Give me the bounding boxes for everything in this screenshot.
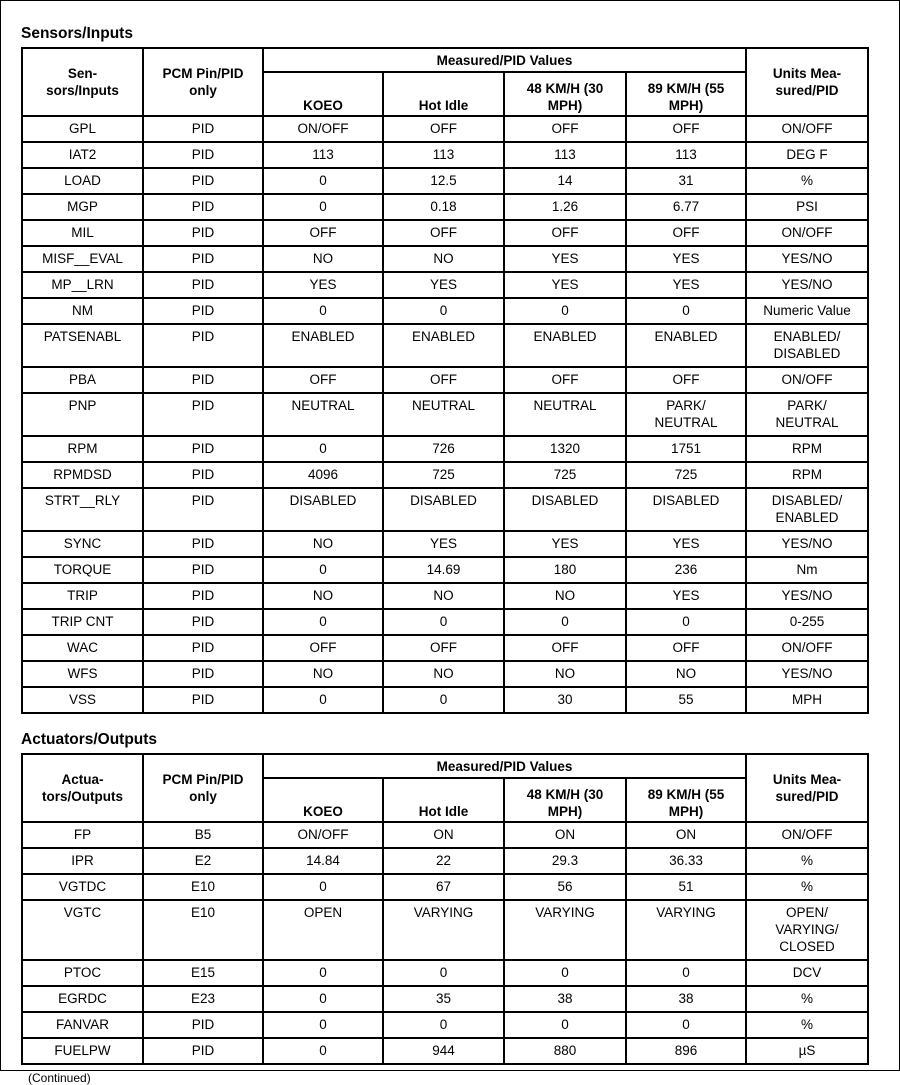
header-hot-idle: Hot Idle xyxy=(383,778,504,822)
cell-89kmh: ON xyxy=(626,822,746,848)
cell-hot-idle: YES xyxy=(383,531,504,557)
table-row xyxy=(22,687,868,713)
cell-koeo: NO xyxy=(263,531,383,557)
cell-units: DISABLED/ ENABLED xyxy=(746,488,868,531)
table-row xyxy=(22,583,868,609)
cell-hot-idle: 14.69 xyxy=(383,557,504,583)
table-row xyxy=(22,367,868,393)
cell-hot-idle: NO xyxy=(383,583,504,609)
cell-89kmh: OFF xyxy=(626,116,746,142)
cell-89kmh: 236 xyxy=(626,557,746,583)
cell-pcm-pin: PID xyxy=(143,324,263,367)
cell-name: NM xyxy=(22,298,143,324)
cell-89kmh: 113 xyxy=(626,142,746,168)
cell-name: IPR xyxy=(22,848,143,874)
cell-hot-idle: OFF xyxy=(383,367,504,393)
cell-89kmh: YES xyxy=(626,272,746,298)
table-row xyxy=(22,462,868,488)
cell-hot-idle: 726 xyxy=(383,436,504,462)
cell-89kmh: 31 xyxy=(626,168,746,194)
cell-units: YES/NO xyxy=(746,661,868,687)
cell-koeo: OFF xyxy=(263,367,383,393)
cell-name: WAC xyxy=(22,635,143,661)
cell-48kmh: NO xyxy=(504,661,626,687)
cell-89kmh: 36.33 xyxy=(626,848,746,874)
table-row xyxy=(22,557,868,583)
cell-hot-idle: VARYING xyxy=(383,900,504,960)
table-row xyxy=(22,609,868,635)
cell-pcm-pin: PID xyxy=(143,436,263,462)
cell-hot-idle: 0 xyxy=(383,960,504,986)
table-row xyxy=(22,393,868,436)
cell-koeo: ON/OFF xyxy=(263,116,383,142)
header-actuators-outputs: Actua- tors/Outputs xyxy=(22,754,143,822)
cell-units: DCV xyxy=(746,960,868,986)
cell-hot-idle: NO xyxy=(383,246,504,272)
header-48kmh: 48 KM/H (30 MPH) xyxy=(504,72,626,116)
cell-hot-idle: 12.5 xyxy=(383,168,504,194)
cell-48kmh: 30 xyxy=(504,687,626,713)
page xyxy=(21,1,867,1085)
cell-48kmh: 14 xyxy=(504,168,626,194)
table-row xyxy=(22,168,868,194)
cell-name: MP__LRN xyxy=(22,272,143,298)
table-row xyxy=(22,848,868,874)
cell-units: 0-255 xyxy=(746,609,868,635)
cell-pcm-pin: PID xyxy=(143,462,263,488)
cell-name: LOAD xyxy=(22,168,143,194)
cell-pcm-pin: PID xyxy=(143,246,263,272)
cell-koeo: 0 xyxy=(263,986,383,1012)
cell-hot-idle: 0.18 xyxy=(383,194,504,220)
cell-name: MGP xyxy=(22,194,143,220)
cell-units: YES/NO xyxy=(746,272,868,298)
cell-name: TORQUE xyxy=(22,557,143,583)
cell-48kmh: 180 xyxy=(504,557,626,583)
cell-pcm-pin: PID xyxy=(143,1038,263,1064)
cell-name: EGRDC xyxy=(22,986,143,1012)
cell-hot-idle: 0 xyxy=(383,609,504,635)
cell-koeo: ENABLED xyxy=(263,324,383,367)
header-measured-values: Measured/PID Values xyxy=(263,48,746,72)
cell-units: µS xyxy=(746,1038,868,1064)
header-sensors-inputs: Sen- sors/Inputs xyxy=(22,48,143,116)
cell-name: IAT2 xyxy=(22,142,143,168)
cell-89kmh: 725 xyxy=(626,462,746,488)
cell-48kmh: 56 xyxy=(504,874,626,900)
cell-pcm-pin: PID xyxy=(143,687,263,713)
cell-48kmh: 29.3 xyxy=(504,848,626,874)
continued-note: (Continued) xyxy=(28,1071,91,1085)
cell-units: MPH xyxy=(746,687,868,713)
cell-koeo: 0 xyxy=(263,960,383,986)
cell-89kmh: 1751 xyxy=(626,436,746,462)
cell-48kmh: 1.26 xyxy=(504,194,626,220)
cell-89kmh: ENABLED xyxy=(626,324,746,367)
cell-pcm-pin: PID xyxy=(143,272,263,298)
cell-48kmh: 725 xyxy=(504,462,626,488)
cell-name: MISF__EVAL xyxy=(22,246,143,272)
cell-units: ON/OFF xyxy=(746,116,868,142)
cell-89kmh: 0 xyxy=(626,609,746,635)
cell-hot-idle: 35 xyxy=(383,986,504,1012)
cell-48kmh: 113 xyxy=(504,142,626,168)
cell-koeo: ON/OFF xyxy=(263,822,383,848)
cell-units: RPM xyxy=(746,462,868,488)
cell-koeo: 0 xyxy=(263,194,383,220)
cell-koeo: 0 xyxy=(263,557,383,583)
cell-name: GPL xyxy=(22,116,143,142)
table-row xyxy=(22,142,868,168)
cell-units: ON/OFF xyxy=(746,220,868,246)
cell-name: RPMDSD xyxy=(22,462,143,488)
cell-48kmh: OFF xyxy=(504,220,626,246)
cell-units: OPEN/ VARYING/ CLOSED xyxy=(746,900,868,960)
cell-89kmh: NO xyxy=(626,661,746,687)
cell-89kmh: 6.77 xyxy=(626,194,746,220)
cell-name: STRT__RLY xyxy=(22,488,143,531)
cell-pcm-pin: PID xyxy=(143,609,263,635)
cell-units: RPM xyxy=(746,436,868,462)
cell-48kmh: YES xyxy=(504,531,626,557)
cell-pcm-pin: PID xyxy=(143,1012,263,1038)
cell-pcm-pin: PID xyxy=(143,142,263,168)
cell-units: % xyxy=(746,168,868,194)
cell-koeo: OFF xyxy=(263,220,383,246)
cell-pcm-pin: E10 xyxy=(143,874,263,900)
cell-pcm-pin: PID xyxy=(143,367,263,393)
cell-pcm-pin: PID xyxy=(143,116,263,142)
cell-koeo: 0 xyxy=(263,609,383,635)
cell-48kmh: 0 xyxy=(504,609,626,635)
cell-hot-idle: NO xyxy=(383,661,504,687)
cell-hot-idle: 0 xyxy=(383,687,504,713)
cell-48kmh: 0 xyxy=(504,960,626,986)
cell-pcm-pin: PID xyxy=(143,635,263,661)
cell-koeo: 0 xyxy=(263,1038,383,1064)
header-koeo: KOEO xyxy=(263,72,383,116)
cell-89kmh: 896 xyxy=(626,1038,746,1064)
cell-koeo: NEUTRAL xyxy=(263,393,383,436)
cell-pcm-pin: E10 xyxy=(143,900,263,960)
cell-koeo: NO xyxy=(263,583,383,609)
table-row xyxy=(22,900,868,960)
actuators-body xyxy=(22,822,868,1064)
cell-hot-idle: 0 xyxy=(383,1012,504,1038)
table-row xyxy=(22,436,868,462)
cell-89kmh: VARYING xyxy=(626,900,746,960)
cell-48kmh: YES xyxy=(504,246,626,272)
cell-koeo: 0 xyxy=(263,168,383,194)
header-pcm-pin: PCM Pin/PID only xyxy=(143,754,263,822)
cell-48kmh: ENABLED xyxy=(504,324,626,367)
cell-units: DEG F xyxy=(746,142,868,168)
cell-89kmh: OFF xyxy=(626,367,746,393)
cell-units: % xyxy=(746,1012,868,1038)
cell-name: FUELPW xyxy=(22,1038,143,1064)
cell-units: ON/OFF xyxy=(746,367,868,393)
cell-units: Numeric Value xyxy=(746,298,868,324)
cell-hot-idle: OFF xyxy=(383,635,504,661)
cell-koeo: OFF xyxy=(263,635,383,661)
table-row xyxy=(22,194,868,220)
cell-units: YES/NO xyxy=(746,246,868,272)
table-row xyxy=(22,246,868,272)
cell-hot-idle: 725 xyxy=(383,462,504,488)
cell-pcm-pin: PID xyxy=(143,393,263,436)
cell-pcm-pin: PID xyxy=(143,194,263,220)
cell-48kmh: YES xyxy=(504,272,626,298)
cell-89kmh: 0 xyxy=(626,960,746,986)
cell-pcm-pin: E15 xyxy=(143,960,263,986)
cell-89kmh: OFF xyxy=(626,635,746,661)
table-row xyxy=(22,1038,868,1064)
cell-48kmh: ON xyxy=(504,822,626,848)
cell-89kmh: 51 xyxy=(626,874,746,900)
cell-koeo: 0 xyxy=(263,1012,383,1038)
cell-hot-idle: 0 xyxy=(383,298,504,324)
header-koeo: KOEO xyxy=(263,778,383,822)
cell-hot-idle: OFF xyxy=(383,220,504,246)
cell-name: TRIP xyxy=(22,583,143,609)
header-48kmh: 48 KM/H (30 MPH) xyxy=(504,778,626,822)
cell-koeo: YES xyxy=(263,272,383,298)
cell-89kmh: YES xyxy=(626,531,746,557)
cell-name: PNP xyxy=(22,393,143,436)
cell-hot-idle: 944 xyxy=(383,1038,504,1064)
cell-pcm-pin: PID xyxy=(143,661,263,687)
cell-name: MIL xyxy=(22,220,143,246)
cell-pcm-pin: PID xyxy=(143,488,263,531)
header-hot-idle: Hot Idle xyxy=(383,72,504,116)
cell-hot-idle: 22 xyxy=(383,848,504,874)
header-measured-values: Measured/PID Values xyxy=(263,754,746,778)
cell-koeo: OPEN xyxy=(263,900,383,960)
table-row xyxy=(22,661,868,687)
cell-hot-idle: 113 xyxy=(383,142,504,168)
cell-pcm-pin: PID xyxy=(143,531,263,557)
actuators-table xyxy=(21,753,869,1065)
cell-koeo: 0 xyxy=(263,298,383,324)
cell-48kmh: OFF xyxy=(504,367,626,393)
section-title-sensors: Sensors/Inputs xyxy=(21,25,133,42)
cell-units: PARK/ NEUTRAL xyxy=(746,393,868,436)
cell-48kmh: 880 xyxy=(504,1038,626,1064)
cell-name: PBA xyxy=(22,367,143,393)
header-pcm-pin: PCM Pin/PID only xyxy=(143,48,263,116)
cell-units: % xyxy=(746,848,868,874)
cell-name: TRIP CNT xyxy=(22,609,143,635)
cell-koeo: 0 xyxy=(263,874,383,900)
sensors-table xyxy=(21,47,869,714)
table-row xyxy=(22,298,868,324)
table-row xyxy=(22,635,868,661)
cell-48kmh: OFF xyxy=(504,116,626,142)
table-row xyxy=(22,986,868,1012)
cell-hot-idle: 67 xyxy=(383,874,504,900)
cell-koeo: 4096 xyxy=(263,462,383,488)
cell-name: VGTC xyxy=(22,900,143,960)
cell-koeo: 113 xyxy=(263,142,383,168)
cell-89kmh: OFF xyxy=(626,220,746,246)
cell-hot-idle: OFF xyxy=(383,116,504,142)
cell-name: SYNC xyxy=(22,531,143,557)
table-row xyxy=(22,531,868,557)
cell-pcm-pin: E2 xyxy=(143,848,263,874)
cell-units: % xyxy=(746,874,868,900)
table-row xyxy=(22,220,868,246)
cell-hot-idle: ON xyxy=(383,822,504,848)
cell-units: ENABLED/ DISABLED xyxy=(746,324,868,367)
table-row xyxy=(22,324,868,367)
cell-units: ON/OFF xyxy=(746,822,868,848)
cell-48kmh: 38 xyxy=(504,986,626,1012)
table-row xyxy=(22,272,868,298)
cell-units: ON/OFF xyxy=(746,635,868,661)
cell-48kmh: NEUTRAL xyxy=(504,393,626,436)
cell-89kmh: PARK/ NEUTRAL xyxy=(626,393,746,436)
cell-name: FP xyxy=(22,822,143,848)
cell-koeo: 14.84 xyxy=(263,848,383,874)
cell-units: PSI xyxy=(746,194,868,220)
cell-hot-idle: ENABLED xyxy=(383,324,504,367)
cell-name: FANVAR xyxy=(22,1012,143,1038)
table-row xyxy=(22,960,868,986)
table-row xyxy=(22,488,868,531)
cell-hot-idle: DISABLED xyxy=(383,488,504,531)
cell-units: YES/NO xyxy=(746,583,868,609)
table-row xyxy=(22,822,868,848)
cell-koeo: 0 xyxy=(263,687,383,713)
cell-name: VGTDC xyxy=(22,874,143,900)
table-row xyxy=(22,874,868,900)
cell-name: PATSENABL xyxy=(22,324,143,367)
cell-hot-idle: NEUTRAL xyxy=(383,393,504,436)
cell-89kmh: 55 xyxy=(626,687,746,713)
cell-48kmh: VARYING xyxy=(504,900,626,960)
cell-name: VSS xyxy=(22,687,143,713)
cell-koeo: NO xyxy=(263,246,383,272)
table-row xyxy=(22,1012,868,1038)
cell-name: PTOC xyxy=(22,960,143,986)
cell-pcm-pin: E23 xyxy=(143,986,263,1012)
cell-89kmh: 0 xyxy=(626,298,746,324)
cell-89kmh: 38 xyxy=(626,986,746,1012)
cell-48kmh: NO xyxy=(504,583,626,609)
cell-48kmh: 1320 xyxy=(504,436,626,462)
cell-48kmh: 0 xyxy=(504,298,626,324)
cell-units: % xyxy=(746,986,868,1012)
cell-48kmh: 0 xyxy=(504,1012,626,1038)
cell-89kmh: YES xyxy=(626,583,746,609)
cell-pcm-pin: PID xyxy=(143,583,263,609)
cell-hot-idle: YES xyxy=(383,272,504,298)
cell-pcm-pin: PID xyxy=(143,298,263,324)
cell-89kmh: 0 xyxy=(626,1012,746,1038)
cell-units: Nm xyxy=(746,557,868,583)
header-units: Units Mea- sured/PID xyxy=(746,48,868,116)
cell-koeo: NO xyxy=(263,661,383,687)
header-89kmh: 89 KM/H (55 MPH) xyxy=(626,72,746,116)
cell-89kmh: DISABLED xyxy=(626,488,746,531)
cell-89kmh: YES xyxy=(626,246,746,272)
table-row xyxy=(22,116,868,142)
cell-48kmh: DISABLED xyxy=(504,488,626,531)
sensors-body xyxy=(22,116,868,713)
cell-pcm-pin: PID xyxy=(143,168,263,194)
section-title-actuators: Actuators/Outputs xyxy=(21,731,158,748)
cell-units: YES/NO xyxy=(746,531,868,557)
header-89kmh: 89 KM/H (55 MPH) xyxy=(626,778,746,822)
cell-koeo: DISABLED xyxy=(263,488,383,531)
cell-name: RPM xyxy=(22,436,143,462)
cell-pcm-pin: PID xyxy=(143,557,263,583)
cell-48kmh: OFF xyxy=(504,635,626,661)
cell-koeo: 0 xyxy=(263,436,383,462)
header-units: Units Mea- sured/PID xyxy=(746,754,868,822)
cell-pcm-pin: PID xyxy=(143,220,263,246)
cell-name: WFS xyxy=(22,661,143,687)
cell-pcm-pin: B5 xyxy=(143,822,263,848)
